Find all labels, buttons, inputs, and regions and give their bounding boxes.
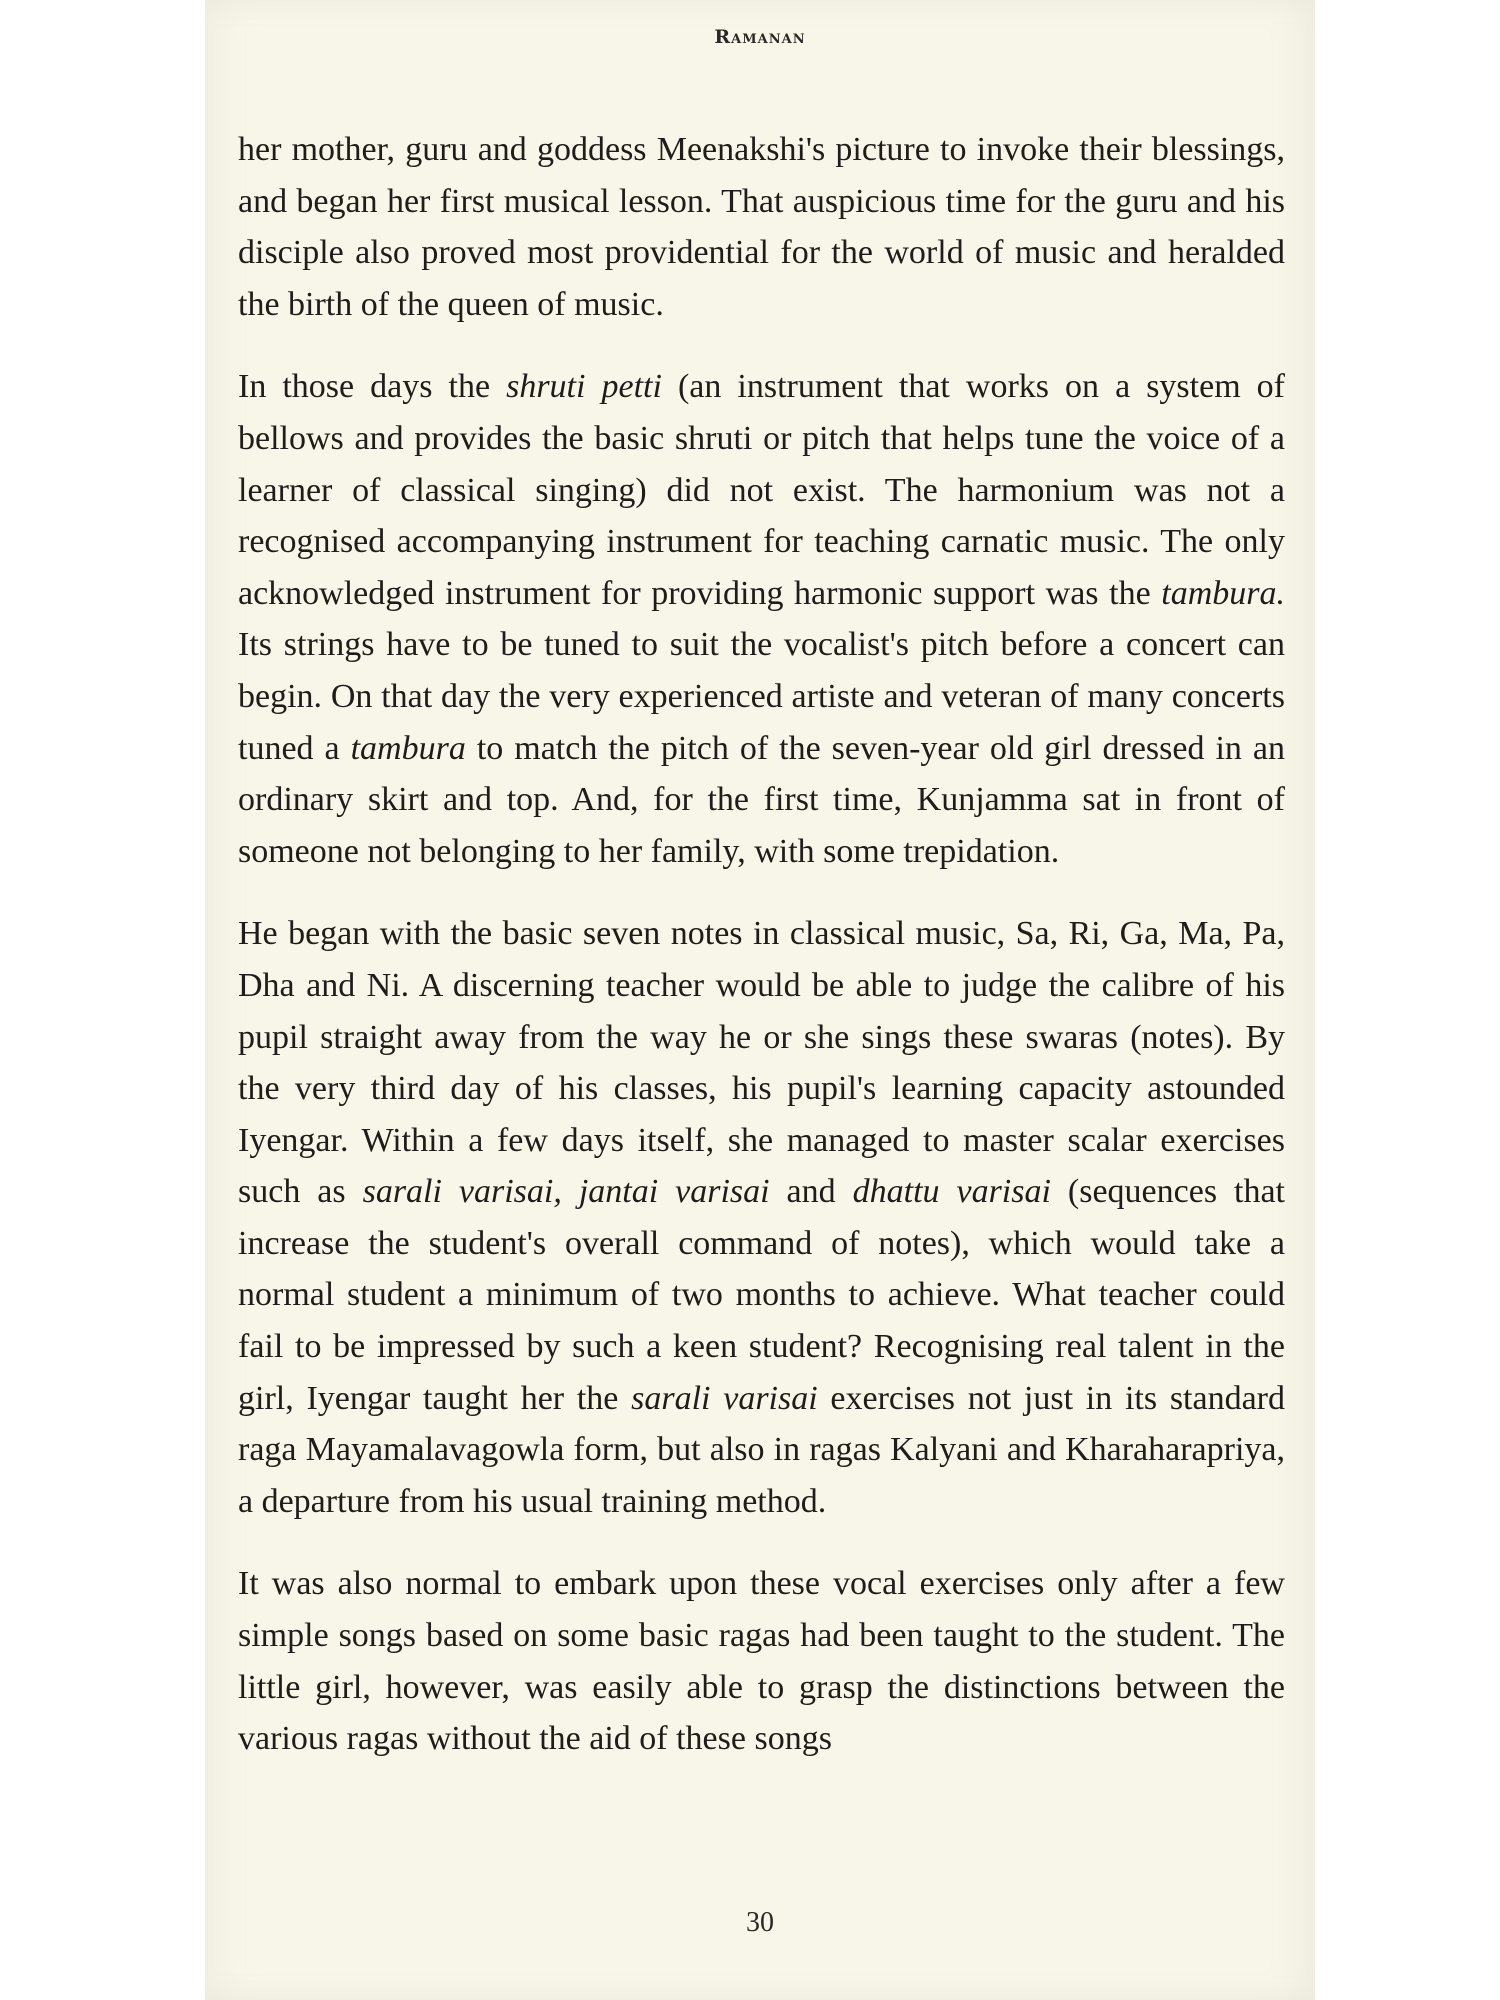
paragraph-3-text: exercises not just in its standard raga Mayamalavagowla form, but also in ragas Kalyani and Kharaharapriya, a departure from his usual training method.	[238, 1379, 1285, 1520]
paragraph-3-text: and	[769, 1173, 853, 1211]
paragraph-3	[238, 908, 1285, 1527]
paragraph-2	[238, 361, 1285, 877]
italic-term-tambura: tambura.	[1161, 574, 1285, 612]
italic-term-sarali-varisai: sarali varisai	[631, 1379, 818, 1417]
page-number: 30	[746, 1907, 774, 1938]
paragraph-2-text: (an instrument that works on a system of bellows and provides the basic shruti or pitch that helps tune the voice of a learner of classical singing) did not exist. The harmonium was not a recognised accompanying instrument for teaching carnatic music. The only acknowledged instrument for providing harmonic support was the	[238, 368, 1285, 612]
italic-term-dhattu-varisai: dhattu varisai	[852, 1173, 1051, 1211]
italic-term-tambura: tambura	[350, 729, 466, 767]
paragraph-1-text: her mother, guru and goddess Meenakshi's picture to invoke their blessings, and began her first musical lesson. That auspicious time for the guru and his disciple also proved most providential for the world of music and heralded the birth of the queen of music.	[238, 131, 1285, 323]
paragraph-1	[238, 124, 1285, 330]
paragraph-2-text: Its strings have to be tuned to suit the vocalist's pitch before a concert can begin. On that day the very experienced artiste and veteran of many concerts tuned a	[238, 626, 1285, 767]
italic-term-sarali-jantai-varisai: sarali varisai, jantai varisai	[362, 1173, 770, 1211]
italic-term-shruti-petti: shruti petti	[506, 368, 662, 406]
paragraph-4-text: It was also normal to embark upon these vocal exercises only after a few simple songs based on some basic ragas had been taught to the student. The little girl, however, was easily able to grasp the distinctions between the various ragas without the aid of these songs	[238, 1565, 1285, 1758]
paragraph-2-text: to match the pitch of the seven-year old girl dressed in an ordinary skirt and top. And, for the first time, Kunjamma sat in front of someone not belonging to her family, with some trepidation.	[238, 729, 1285, 870]
paragraph-3-text: (sequences that increase the student's overall command of notes), which would take a normal student a minimum of two months to achieve. What teacher could fail to be impressed by such a keen student? Recognising real talent in the girl, Iyengar taught her the	[238, 1173, 1286, 1417]
paragraph-4	[238, 1558, 1285, 1764]
running-head: Ramanan	[714, 26, 806, 48]
book-page	[205, 0, 1315, 2000]
body-text	[238, 124, 1285, 1765]
paragraph-3-text: He began with the basic seven notes in classical music, Sa, Ri, Ga, Ma, Pa, Dha and Ni. A discerning teacher would be able to judge the calibre of his pupil straight away from the way he or she sings these swaras (notes). By the very third day of his classes, his pupil's learning capacity astounded Iyengar. Within a few days itself, she managed to master scalar exercises such as	[238, 915, 1285, 1211]
paragraph-2-text: In those days the	[238, 368, 507, 406]
